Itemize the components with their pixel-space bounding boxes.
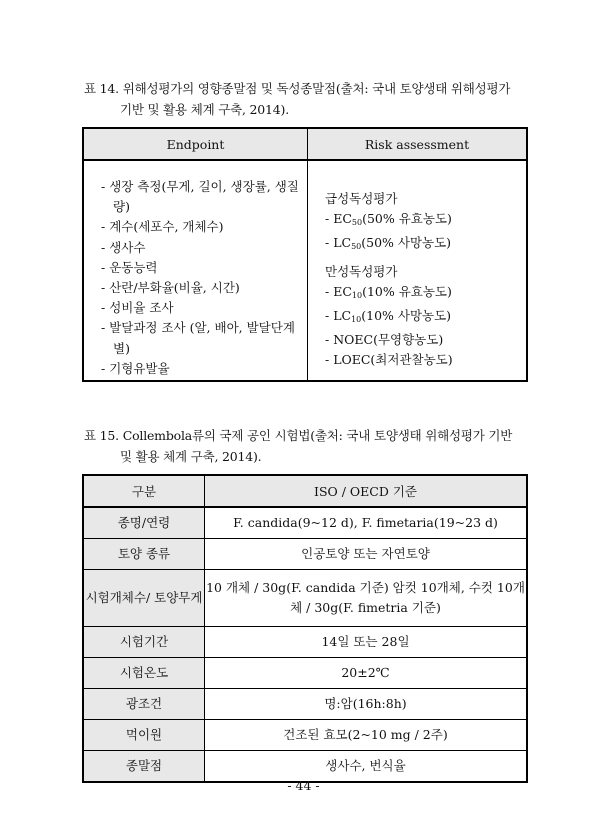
row-value: 20±2℃ <box>205 658 528 689</box>
endpoint-item: - 성비율 조사 <box>101 300 174 316</box>
header-risk-assessment: Risk assessment <box>308 128 528 160</box>
row-label: 시험온도 <box>83 658 205 689</box>
header-endpoint: Endpoint <box>83 128 308 160</box>
header-category: 구분 <box>83 475 205 507</box>
table-14-caption <box>84 78 534 120</box>
chronic-item: - NOEC(무영향농도) <box>325 332 444 348</box>
table-15 <box>82 474 528 783</box>
chronic-list <box>309 282 525 371</box>
endpoint-item: - 기형유발율 <box>101 360 170 376</box>
table-row <box>83 689 527 720</box>
row-value: 14일 또는 28일 <box>205 627 528 658</box>
row-value: 건조된 효모(2~10 mg / 2주) <box>205 720 528 751</box>
row-label: 광조건 <box>83 689 205 720</box>
endpoint-list <box>85 177 306 379</box>
table-14 <box>82 127 528 382</box>
row-value: F. candida(9~12 d), F. fimetaria(19~23 d) <box>205 507 528 539</box>
table-15-caption-line1: 표 15. Collembola류의 국제 공인 시험법(출처: 국내 토양생태 위해성평가 기반 <box>84 428 513 443</box>
table-row <box>83 507 527 539</box>
endpoint-item: - 산란/부화율(비율, 시간) <box>101 280 240 296</box>
row-value: 10 개체 / 30g(F. candida 기준) 암컷 10개체, 수컷 10개체 / 30g(F. fimetria 기준) <box>205 570 528 627</box>
endpoint-cell <box>83 160 308 381</box>
row-value: 명:암(16h:8h) <box>205 689 528 720</box>
endpoint-item: - 발달과정 조사 (알, 배아, 발달단계별) <box>101 320 295 356</box>
table-15-caption <box>84 425 534 467</box>
row-label: 종말점 <box>83 751 205 783</box>
endpoint-item: - 운동능력 <box>101 259 158 275</box>
endpoint-item: - 계수(세포수, 개체수) <box>101 219 224 235</box>
row-value: 생사수, 번식율 <box>205 751 528 783</box>
page-number: - 44 - <box>287 778 320 793</box>
table-row <box>83 570 527 627</box>
row-label: 종명/연령 <box>83 507 205 539</box>
chronic-item: - $EC_{10}(10\%$ 유효농도) <box>325 283 452 300</box>
chronic-item: - $LC_{10}(10\%$ 사망농도) <box>325 308 452 325</box>
table-14-caption-line2: 기반 및 활용 체계 구축, 2014). <box>120 102 289 117</box>
acute-list <box>309 209 525 257</box>
row-value: 인공토양 또는 자연토양 <box>205 539 528 570</box>
risk-assessment-cell <box>308 160 528 381</box>
table-row <box>83 720 527 751</box>
header-standard: ISO / OECD 기준 <box>205 475 528 507</box>
table-row <box>83 539 527 570</box>
acute-item: - $EC_{50}(50\%$ 유효농도) <box>325 211 452 228</box>
table-15-caption-line2: 및 활용 체계 구축, 2014). <box>120 449 262 464</box>
row-label: 시험기간 <box>83 627 205 658</box>
table-row <box>83 627 527 658</box>
endpoint-item: - 생사수 <box>101 239 146 255</box>
chronic-item: - LOEC(최저관찰농도) <box>325 352 453 368</box>
table-14-caption-line1: 표 14. 위해성평가의 영향종말점 및 독성종말점(출처: 국내 토양생태 위해성평가 <box>84 81 511 96</box>
endpoint-item: - 생장 측정(무게, 길이, 생장률, 생질량) <box>101 179 299 215</box>
chronic-title: 만성독성평가 <box>325 263 398 279</box>
row-label: 토양 종류 <box>83 539 205 570</box>
row-label: 먹이원 <box>83 720 205 751</box>
acute-title: 급성독성평가 <box>325 191 398 206</box>
row-label: 시험개체수/ 토양무게 <box>83 570 205 627</box>
acute-item: - $LC_{50}(50\%$ 사망농도) <box>325 235 452 252</box>
table-row <box>83 658 527 689</box>
